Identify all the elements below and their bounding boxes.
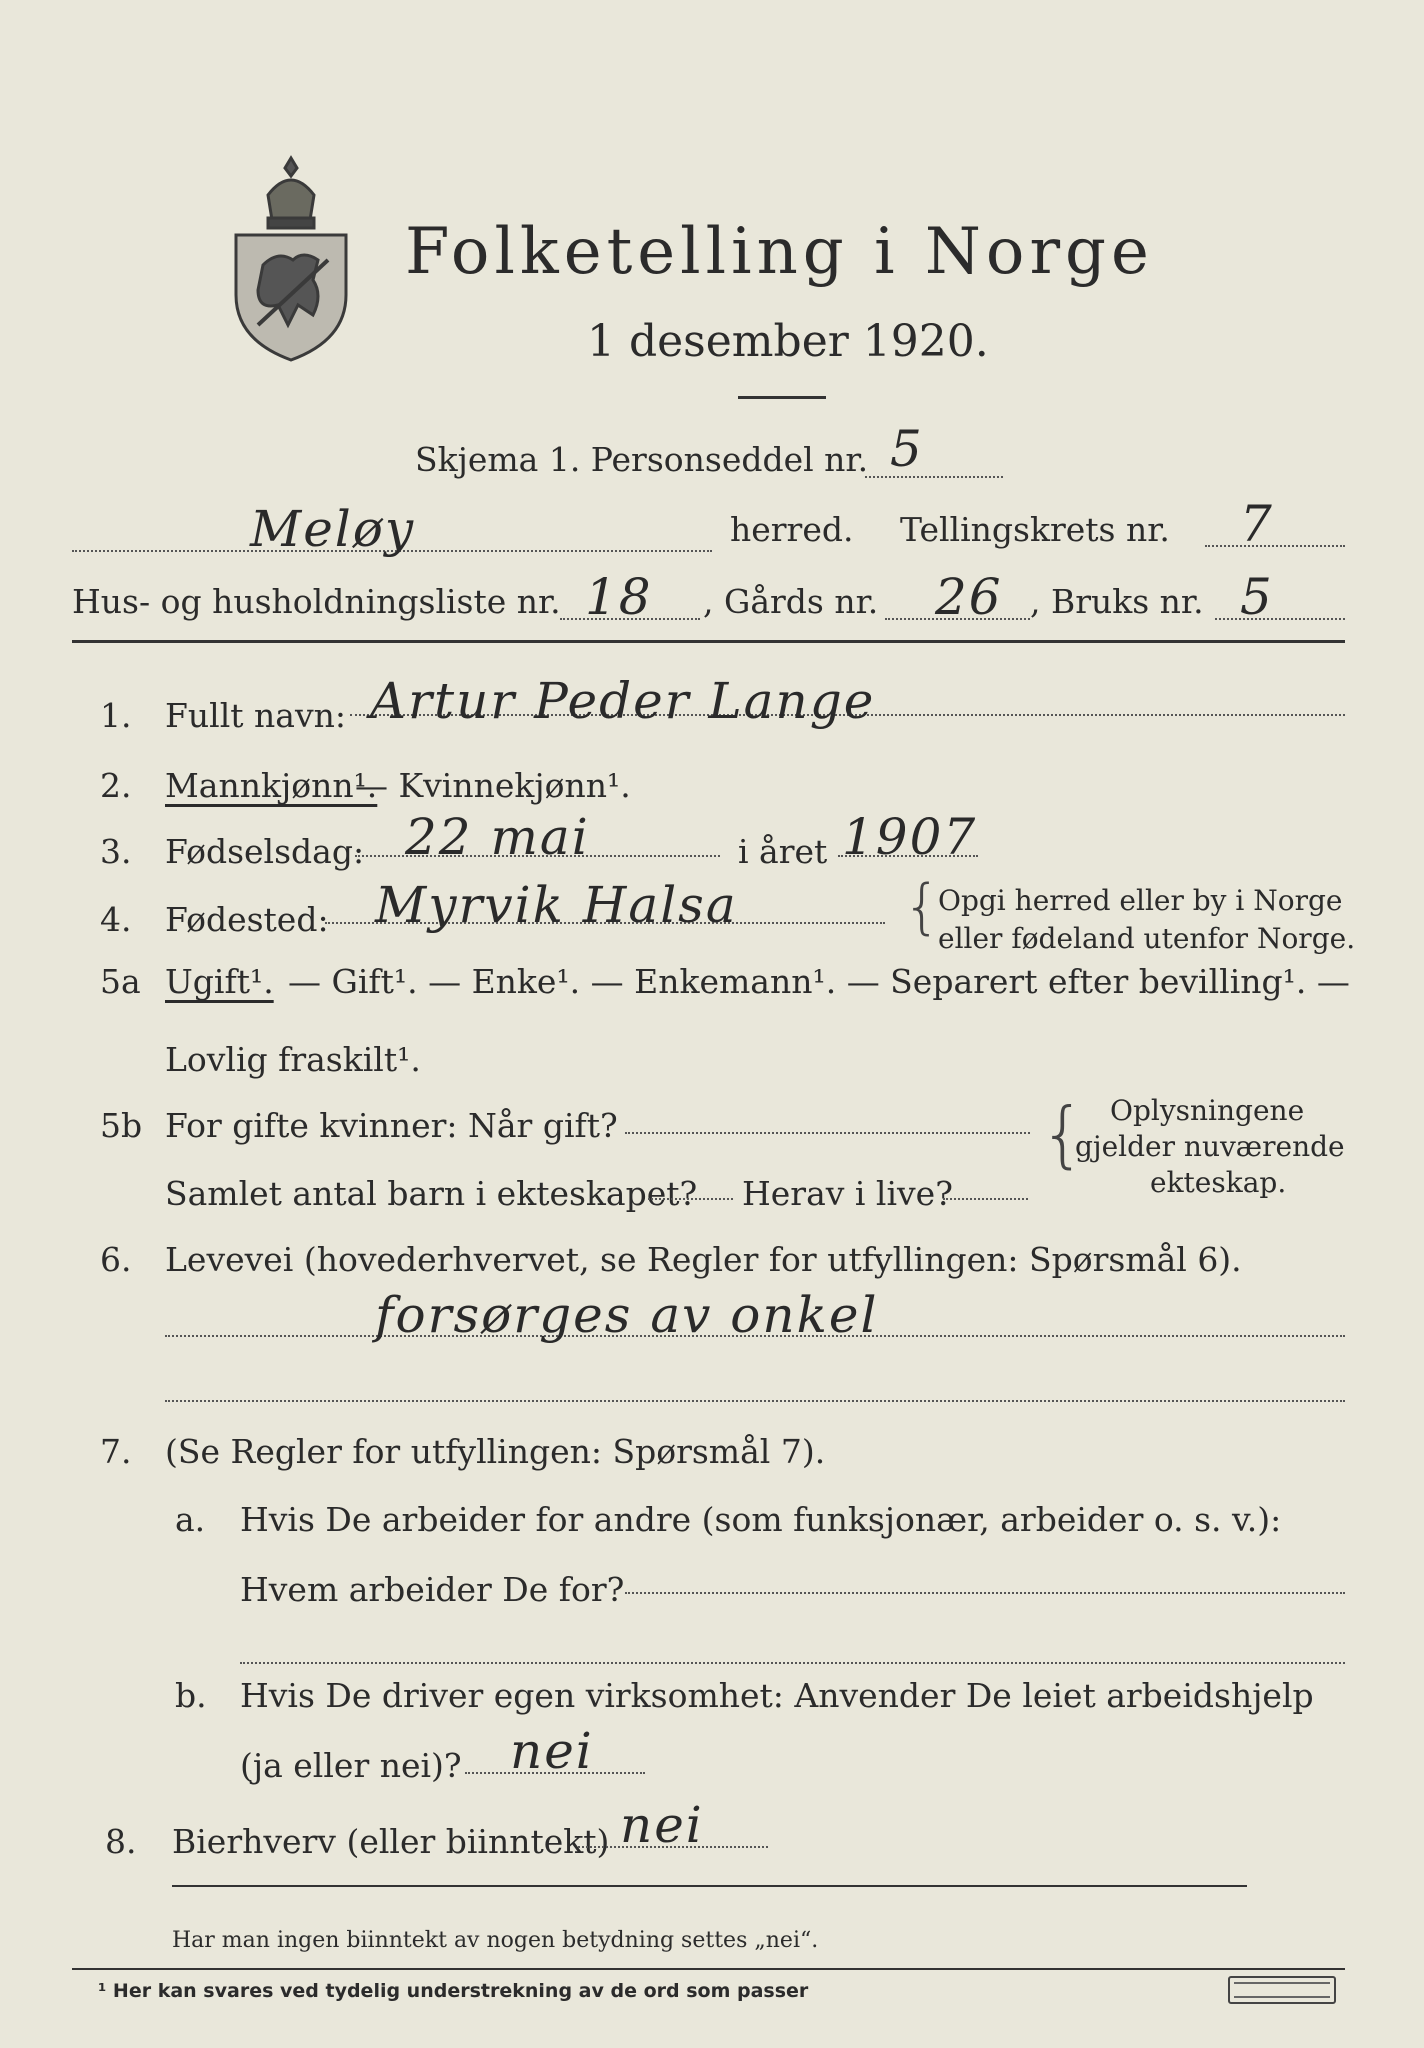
children-field[interactable]: [648, 1198, 733, 1200]
q7b-line-1: Hvis De driver egen virksomhet: Anvender De leiet arbeidshjelp: [240, 1676, 1314, 1715]
bruks-field[interactable]: [1215, 618, 1345, 620]
q5a-number: 5a: [100, 962, 141, 1001]
coat-of-arms-icon: [228, 150, 354, 365]
birthplace-brace: {: [903, 872, 942, 942]
birthplace-note-2: eller fødeland utenfor Norge.: [938, 922, 1356, 955]
skjema-label: Skjema 1. Personseddel nr.: [415, 440, 869, 479]
marriage-brace: {: [1040, 1092, 1086, 1176]
married-when-label: For gifte kvinner: Når gift?: [165, 1106, 618, 1145]
q4-number: 4.: [100, 900, 132, 939]
gards-value: 26: [935, 568, 1003, 626]
gender-male[interactable]: Mannkjønn¹.: [165, 766, 378, 805]
birth-year-value: 1907: [842, 808, 978, 866]
form-title: Folketelling i Norge: [405, 215, 1154, 289]
q7b-line-2: (ja eller nei)?: [240, 1746, 462, 1785]
employer-field[interactable]: [625, 1592, 1345, 1594]
employer-field-2[interactable]: [240, 1662, 1345, 1664]
q8-number: 8.: [105, 1822, 137, 1861]
q3-label: Fødselsdag:: [165, 832, 365, 871]
gards-label: , Gårds nr.: [703, 582, 879, 621]
q7a-line-2: Hvem arbeider De for?: [240, 1570, 625, 1609]
marriage-note-3: ekteskap.: [1150, 1166, 1287, 1199]
footnote: ¹ Her kan svares ved tydelig understrekning av de ord som passer: [98, 1980, 809, 2002]
q7b-number: b.: [175, 1676, 207, 1715]
skjema-value: 5: [890, 420, 924, 478]
q3-number: 3.: [100, 832, 132, 871]
census-date: 1 desember 1920.: [587, 316, 989, 367]
q1-number: 1.: [100, 696, 132, 735]
q6-label: Levevei (hovederhvervet, se Regler for utfyllingen: Spørsmål 6).: [165, 1240, 1242, 1279]
marriage-note-1: Oplysningene: [1110, 1094, 1305, 1127]
q5b-number: 5b: [100, 1106, 143, 1145]
side-income-value: nei: [620, 1796, 704, 1854]
bruks-label: , Bruks nr.: [1030, 582, 1204, 621]
footnote-rule: [72, 1968, 1345, 1970]
title-divider: [738, 396, 826, 399]
occupation-field-2[interactable]: [165, 1400, 1345, 1402]
status-fraskilt[interactable]: Lovlig fraskilt¹.: [165, 1040, 421, 1079]
footer-note: Har man ingen biinntekt av nogen betydning settes „nei“.: [172, 1928, 819, 1953]
q7-number: 7.: [100, 1432, 132, 1471]
q2-number: 2.: [100, 766, 132, 805]
hus-value: 18: [585, 568, 653, 626]
tellingskrets-field[interactable]: [1205, 545, 1345, 547]
alive-field[interactable]: [943, 1198, 1028, 1200]
hired-help-value: nei: [510, 1722, 594, 1780]
status-options[interactable]: — Gift¹. — Enke¹. — Enkemann¹. — Separert efter bevilling¹. —: [288, 962, 1350, 1001]
marriage-note-2: gjelder nuværende: [1075, 1130, 1345, 1163]
hus-label: Hus- og husholdningsliste nr.: [72, 582, 561, 621]
year-label: i året: [738, 832, 828, 871]
tellingskrets-value: 7: [1240, 495, 1274, 553]
gender-female[interactable]: — Kvinnekjønn¹.: [355, 766, 631, 805]
q4-label: Fødested:: [165, 900, 329, 939]
q7a-number: a.: [175, 1500, 206, 1539]
q7a-line-1: Hvis De arbeider for andre (som funksjonær, arbeider o. s. v.):: [240, 1500, 1282, 1539]
status-ugift[interactable]: Ugift¹.: [165, 962, 274, 1001]
birthplace-note-1: Opgi herred eller by i Norge: [938, 884, 1343, 917]
herred-value: Meløy: [250, 500, 416, 558]
header-rule: [72, 640, 1345, 643]
children-label: Samlet antal barn i ekteskapet?: [165, 1174, 698, 1213]
q1-label: Fullt navn:: [165, 696, 346, 735]
alive-label: Herav i live?: [742, 1174, 953, 1213]
herred-label: herred.: [730, 510, 854, 549]
q8-label: Bierhverv (eller biinntekt): [172, 1822, 610, 1861]
footer-rule: [172, 1885, 1247, 1887]
birthday-value: 22 mai: [405, 808, 590, 866]
q6-number: 6.: [100, 1240, 132, 1279]
birthplace-value: Myrvik Halsa: [375, 876, 738, 934]
married-when-field[interactable]: [625, 1132, 1030, 1134]
bruks-value: 5: [1240, 568, 1274, 626]
q7-label: (Se Regler for utfyllingen: Spørsmål 7).: [165, 1432, 826, 1471]
full-name-value: Artur Peder Lange: [370, 672, 876, 730]
skjema-field[interactable]: [865, 476, 1003, 478]
tellingskrets-label: Tellingskrets nr.: [900, 510, 1170, 549]
printer-stamp: [1228, 1976, 1336, 2004]
occupation-value: forsørges av onkel: [375, 1286, 879, 1344]
